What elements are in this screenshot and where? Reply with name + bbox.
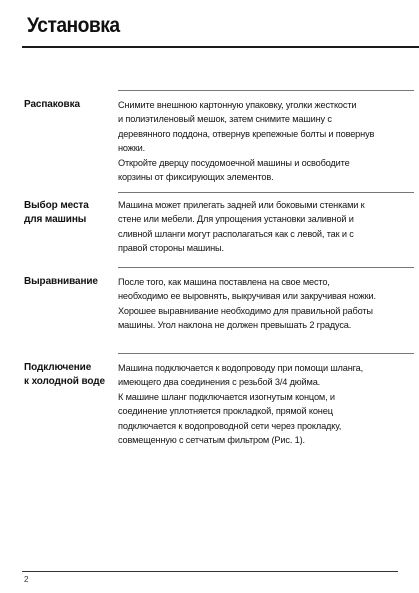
body-line: соединение уплотняется прокладкой, прямой конец: [118, 406, 333, 417]
body-line: совмещенную с сетчатым фильтром (Рис. 1).: [118, 435, 305, 446]
body-line: Машина может прилегать задней или боковыми стенками к: [118, 200, 365, 210]
page-title: Установка: [27, 14, 120, 37]
body-line: корзины от фиксирующих элементов.: [118, 172, 274, 183]
body-line: стене или мебели. Для упрощения установки заливной и: [118, 214, 354, 225]
page-header: [22, 0, 419, 48]
section-divider: [118, 267, 414, 268]
section-divider: [118, 353, 414, 354]
section-divider: [118, 192, 414, 193]
section-body: [118, 98, 414, 184]
section-heading-line: к холодной воде: [24, 376, 105, 387]
body-line: необходимо ее выровнять, выкручивая или закручивая ножки.: [118, 291, 376, 302]
body-line: Снимите внешнюю картонную упаковку, уголки жесткости: [118, 100, 357, 110]
section-divider: [118, 90, 414, 91]
footer-divider: [22, 571, 398, 572]
section-heading: [24, 98, 116, 112]
body-line: Откройте дверцу посудомоечной машины и освободите: [118, 157, 350, 168]
body-line: Машина подключается к водопроводу при помощи шланга,: [118, 363, 364, 373]
section-heading-line: для машины: [24, 214, 87, 225]
body-line: и полиэтиленовый мешок, затем снимите машину с: [118, 114, 332, 125]
section-body: [118, 198, 414, 256]
section-heading-line: Выбор места: [24, 200, 89, 211]
section-heading: [24, 361, 116, 389]
body-line: имеющего два соединения с резьбой 3/4 дюйма.: [118, 377, 321, 388]
section-heading-line: Выравнивание: [24, 276, 98, 287]
body-line: деревянного поддона, отвернув крепежные болты и повернув: [118, 128, 375, 139]
section-body: [118, 275, 414, 333]
page-number: 2: [24, 575, 29, 584]
section-heading: [24, 275, 116, 289]
section-heading: [24, 199, 116, 227]
section-heading-line: Подключение: [24, 362, 92, 373]
body-line: подключается к водопроводной сети через прокладку,: [118, 420, 342, 431]
body-line: машины. Угол наклона не должен превышать 2 градуса.: [118, 320, 352, 331]
section-heading-line: Распаковка: [24, 99, 80, 110]
body-line: правой стороны машины.: [118, 243, 224, 254]
body-line: ножки.: [118, 143, 146, 154]
body-line: После того, как машина поставлена на свое место,: [118, 277, 330, 287]
section-body: [118, 361, 414, 447]
body-line: К машине шланг подключается изогнутым концом, и: [118, 391, 335, 402]
body-line: сливной шланги могут располагаться как с левой, так и с: [118, 228, 354, 239]
body-line: Хорошее выравнивание необходимо для правильной работы: [118, 305, 373, 316]
